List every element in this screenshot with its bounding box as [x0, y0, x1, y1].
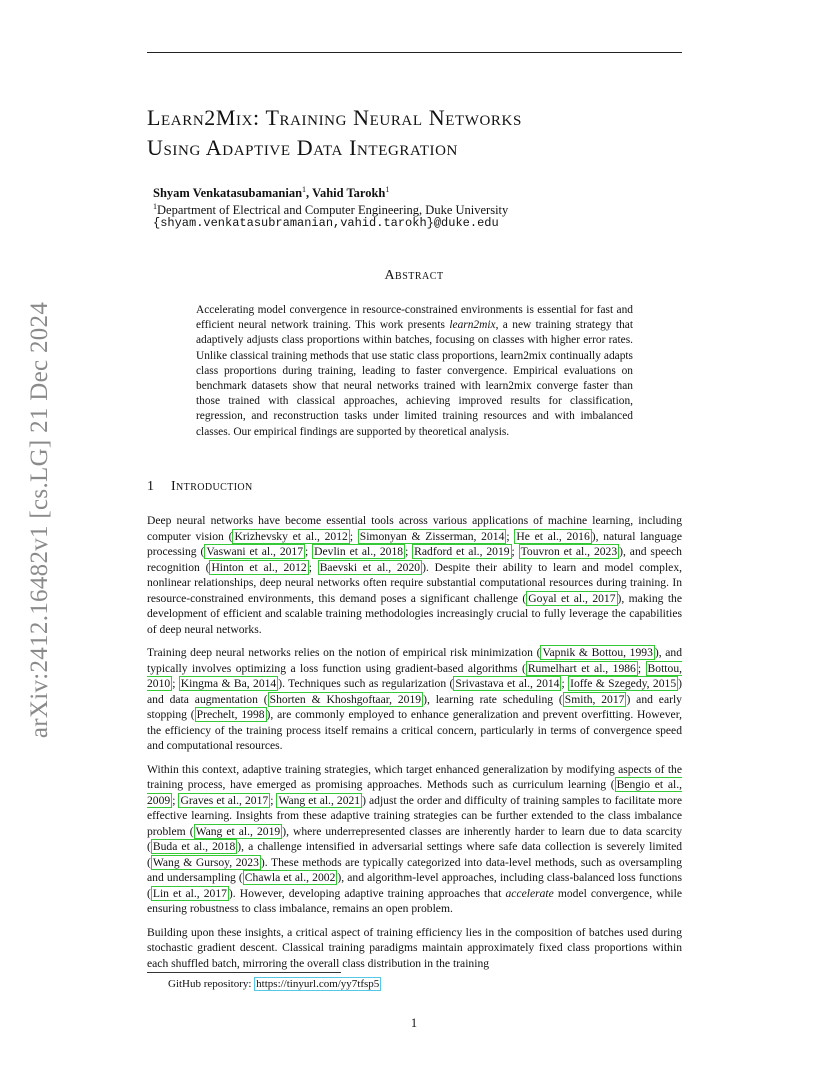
citation-link[interactable]: Buda et al., 2018 — [152, 840, 236, 853]
citation-link[interactable]: Touvron et al., 2023 — [520, 545, 618, 558]
arxiv-identifier-stamp: arXiv:2412.16482v1 [cs.LG] 21 Dec 2024 — [26, 301, 53, 739]
citation-link[interactable]: Smith, 2017 — [564, 692, 625, 706]
affiliation-text: Department of Electrical and Computer Engineering, Duke University — [157, 203, 509, 218]
citation-link[interactable]: Wang et al., 2019 — [195, 824, 281, 838]
introduction-body — [147, 513, 682, 979]
citation-link[interactable]: Radford et al., 2019 — [414, 545, 510, 558]
citation-link[interactable]: Wang & Gursoy, 2023 — [152, 855, 259, 869]
footnote-label: GitHub repository: — [168, 978, 255, 990]
citation-link[interactable]: Wang et al., 2021 — [278, 793, 361, 807]
citation-link[interactable]: He et al., 2016 — [516, 529, 590, 543]
paper-title-line-1: Learn2Mix: Training Neural Networks — [147, 105, 522, 130]
section-heading-introduction — [147, 479, 253, 495]
paper-title — [147, 103, 707, 163]
email-domain: @duke.edu — [433, 216, 499, 230]
citation-link[interactable]: Rumelhart et al., 1986 — [527, 661, 636, 675]
paragraph-2: Training deep neural networks relies on the notion of empirical risk minimization ( Vapnik & Bottou, 1993 ), and typically involves optimizing a loss function using gradient-based algorithms ( Rumelhart et al., 1986 ; Bottou, 2010 ; Kingma & Ba, 2014 ). Techniques such as regularization ( Srivastava et al., 2014 ; Ioffe & Szegedy, 2015 ) and data augmentation ( Shorten & Khoshgoftaar, 2019 ), learning rate scheduling ( Smith, 2017 ) and early stopping ( Prechelt, 1998 ), are commonly employed to enhance generalization and prevent overfitting. However, the efficiency of the training process itself remains a critical concern, particularly in terms of convergence speed and computational resources. — [147, 646, 683, 752]
author-name-2: Vahid Tarokh — [312, 186, 386, 201]
page-number: 1 — [410, 1016, 418, 1030]
method-name: learn2mix — [449, 319, 496, 332]
citation-link[interactable]: Goyal et al., 2017 — [528, 591, 616, 605]
paragraph-1: Deep neural networks have become essential tools across various applications of machine learning, including computer vision ( Krizhevsky et al., 2012 ; Simonyan & Zisserman, 2014 ; He et al., 2016 ), natural language processing ( Vaswani et al., 2017 ; Devlin et al., 2018 ; Radford et al., 2019 ; Touvron et al., 2023 ), and speech recognition ( Hinton et al., 2012 ; Baevski et al., 2020 ). Despite their ability to learn and model complex, nonlinear relationships, deep neural networks often require substantial computational resources during training. In resource-constrained environments, this demand poses a significant challenge ( Goyal et al., 2017 ), making the development of efficient and scalable training methodologies increasingly crucial to fully leverage the capabilities of deep neural networks. — [147, 514, 683, 636]
citation-link[interactable]: Vaswani et al., 2017 — [206, 545, 304, 558]
citation-link[interactable]: Devlin et al., 2018 — [314, 545, 404, 558]
abstract-body: Accelerating model convergence in resource-constrained environments is essential for fast and efficient neural network training. This work presents learn2mix, a new training strategy that adaptively adjusts class proportions within batches, focusing on classes with higher error rates. Unlike classical training methods that use static class proportions, learn2mix continually adapts class proportions during training, leading to faster convergence. Empirical evaluations on benchmark datasets show that neural networks trained with learn2mix converge faster than those trained with classical approaches, achieving improved results for classification, regression, and reconstruction tasks under limited training resources and with imbalanced classes. Our empirical findings are supported by theoretical analysis. — [196, 304, 634, 438]
footnote-rule — [147, 972, 341, 973]
section-number: 1 — [147, 479, 155, 494]
author-affil-mark-1: 1 — [302, 185, 307, 194]
author-list: Shyam Venkatasubamanian$^1$, Vahid Tarokh$^1$ — [153, 185, 390, 201]
emphasis-text: accelerate — [505, 886, 554, 900]
citation-link[interactable]: Vapnik & Bottou, 1993 — [542, 646, 653, 659]
citation-link[interactable]: Krizhevsky et al., 2012 — [234, 529, 348, 543]
footnote — [168, 977, 381, 991]
abstract-heading: Abstract — [384, 268, 444, 283]
citation-link[interactable]: Shorten & Khoshgoftaar, 2019 — [269, 692, 422, 706]
paragraph-4: Building upon these insights, a critical aspect of training efficiency lies in the composition of batches used during stochastic gradient descent. Classical training paradigms maintain approximately fixed class proportions within each shuffled batch, mirroring the overall class distribution in the training — [147, 925, 682, 970]
paper-title-line-2: Using Adaptive Data Integration — [147, 135, 458, 160]
citation-link[interactable]: Ioffe & Szegedy, 2015 — [570, 677, 677, 690]
paragraph-3: Within this context, adaptive training strategies, which target enhanced generalization by modifying aspects of the training process, have emerged as promising approaches. Methods such as curriculum learning ( Bengio et al., 2009 ; Graves et al., 2017 ; Wang et al., 2021 ) adjust the order and difficulty of training samples to facilitate more effective learning. Insights from these adaptive training strategies can be further extended to the class imbalance problem ( Wang et al., 2019 ), where underrepresented classes are inherently harder to learn due to data scarcity ( Buda et al., 2018 ), a challenge intensified in adversarial settings where safe data collection is severely limited ( Wang & Gursoy, 2023 ). These methods are typically categorized into data-level methods, such as oversampling and undersampling ( Chawla et al., 2002 ), and algorithm-level approaches, including class-balanced loss functions ( Lin et al., 2017 ). However, developing adaptive training approaches that accelerate model convergence, while ensuring robustness to class imbalance, remains an open problem. — [147, 762, 683, 915]
citation-link[interactable]: Hinton et al., 2012 — [211, 560, 307, 574]
top-rule — [147, 52, 682, 53]
citation-link[interactable]: Srivastava et al., 2014 — [455, 677, 560, 690]
citation-link[interactable]: Bengio et al., 2009 — [147, 778, 682, 807]
author-emails — [153, 214, 499, 231]
email-users: {shyam.venkatasubramanian,vahid.tarokh} — [153, 216, 434, 230]
citation-link[interactable]: Prechelt, 1998 — [196, 708, 265, 721]
citation-link[interactable]: Chawla et al., 2002 — [244, 871, 336, 884]
github-repo-link[interactable]: https://tinyurl.com/yy7tfsp5 — [256, 978, 380, 990]
citation-link[interactable]: Graves et al., 2017 — [180, 793, 269, 807]
citation-link[interactable]: Simonyan & Zisserman, 2014 — [359, 529, 505, 543]
citation-link[interactable]: Bottou, 2010 — [147, 661, 683, 690]
author-name-1: Shyam Venkatasubamanian — [153, 186, 303, 201]
citation-link[interactable]: Lin et al., 2017 — [152, 886, 227, 900]
citation-link[interactable]: Kingma & Ba, 2014 — [180, 677, 277, 690]
citation-link[interactable]: Baevski et al., 2020 — [319, 560, 421, 574]
author-affil-mark-2: 1 — [385, 185, 390, 194]
affiliation-mark: 1 — [153, 202, 157, 211]
section-title: Introduction — [171, 479, 253, 494]
